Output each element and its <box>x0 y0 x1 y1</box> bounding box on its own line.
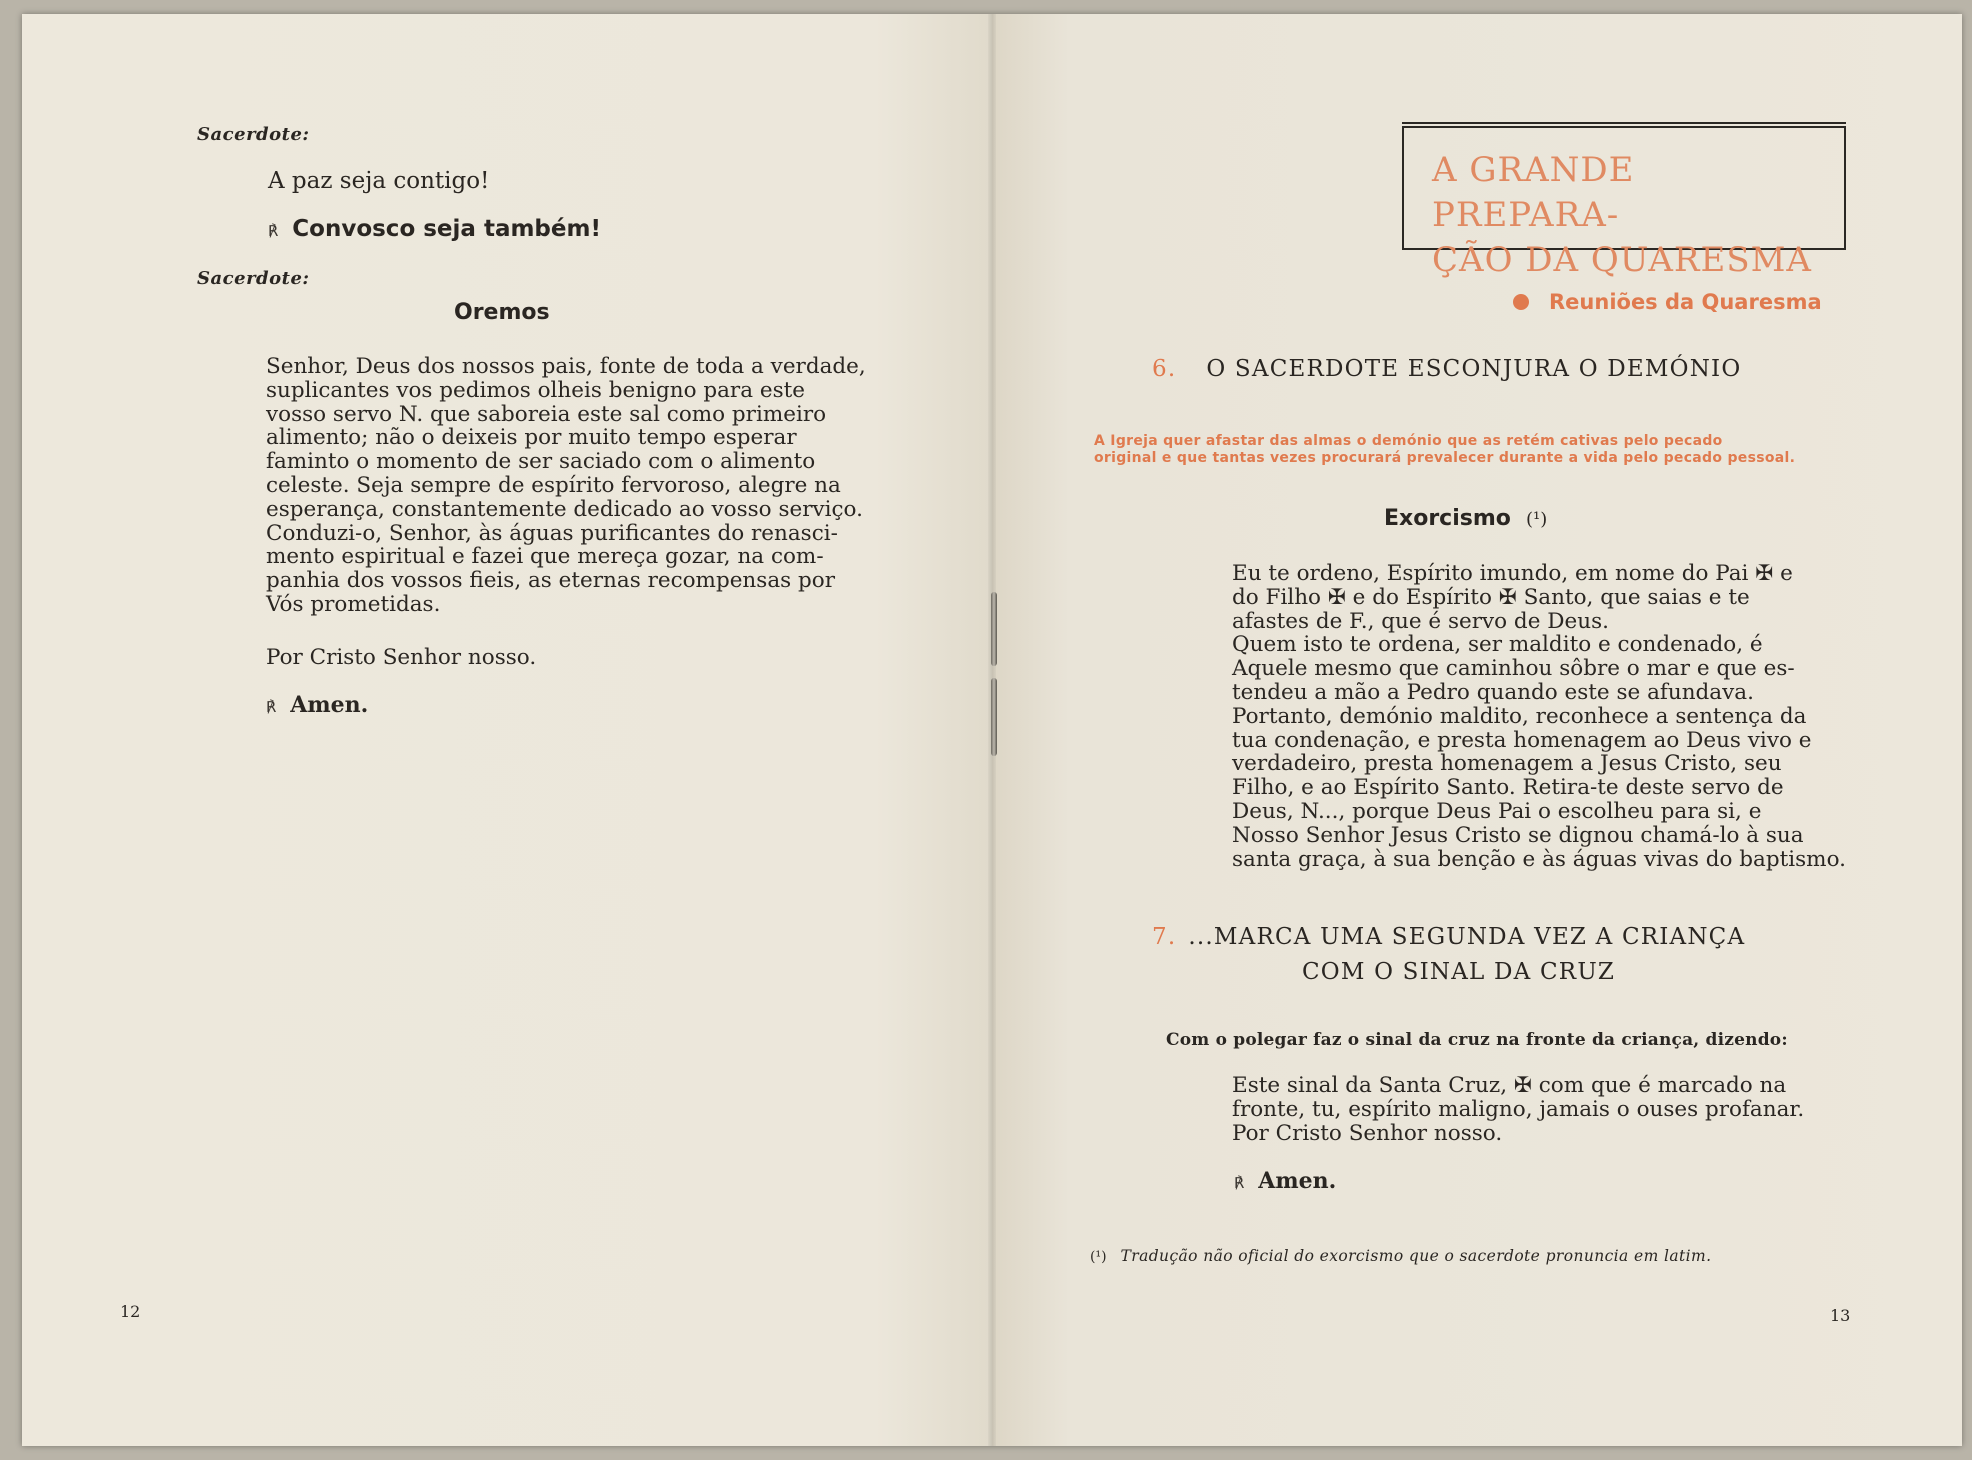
prayer-line: vosso servo N. que saboreia este sal como primeiro <box>266 401 827 427</box>
exorcism-line: Filho, e ao Espírito Santo. Retira-te deste servo de <box>1232 775 1784 801</box>
note-line: A Igreja quer afastar das almas o demónio que as retém cativas pelo pecado <box>1094 433 1723 449</box>
item-6-heading <box>1152 356 1741 382</box>
response-amen-right <box>1234 1168 1336 1194</box>
title-line: A GRANDE PREPARA- <box>1432 150 1635 235</box>
chapter-title-box <box>1402 126 1846 280</box>
sign-line: Por Cristo Senhor nosso. <box>1232 1120 1503 1146</box>
prayer-line: esperança, constantemente dedicado ao vosso serviço. <box>266 496 863 522</box>
oremos-heading: Oremos <box>454 300 550 325</box>
item-number: 7. <box>1152 924 1177 950</box>
response-text: Convosco seja também! <box>292 216 601 242</box>
exorcism-line: Portanto, demónio maldito, reconhece a sentença da <box>1232 703 1807 729</box>
exorcism-line: santa graça, à sua benção e às águas vivas do baptismo. <box>1232 846 1846 872</box>
exorcism-title: Exorcismo <box>1384 506 1511 531</box>
prayer-line: panhia dos vossos fieis, as eternas recompensas por <box>266 568 835 594</box>
page-number-left: 12 <box>120 1302 141 1321</box>
exorcism-line: Eu te ordeno, Espírito imundo, em nome do Pai ✠ e <box>1232 561 1793 586</box>
page-number-right: 13 <box>1830 1306 1851 1325</box>
bullet-dot-icon <box>1513 294 1529 310</box>
instruction-line: Com o polegar faz o sinal da cruz na fronte da criança, dizendo: <box>1166 1030 1788 1050</box>
exorcism-line: do Filho ✠ e do Espírito ✠ Santo, que saias e te <box>1232 584 1750 610</box>
exorcism-line: tua condenação, e presta homenagem ao Deus vivo e <box>1232 727 1812 753</box>
sign-line: Este sinal da Santa Cruz, ✠ com que é marcado na <box>1232 1073 1787 1098</box>
exorcism-paragraph <box>1232 562 1848 871</box>
exorcism-line: tendeu a mão a Pedro quando este se afundava. <box>1232 679 1754 705</box>
footnote-reference: (¹) <box>1526 509 1548 530</box>
exorcism-line: Deus, N..., porque Deus Pai o escolheu para si, e <box>1232 798 1762 824</box>
response-amen-left <box>266 692 368 718</box>
introductory-note <box>1094 433 1854 467</box>
staple-top <box>991 592 997 666</box>
exorcism-line: Aquele mesmo que caminhou sôbre o mar e que es- <box>1232 656 1795 682</box>
chapter-title <box>1432 148 1832 283</box>
speaker-label-2: Sacerdote: <box>197 268 310 289</box>
prayer-line: suplicantes vos pedimos olheis benigno para este <box>266 377 805 403</box>
prayer-line: mento espiritual e fazei que mereça gozar, na com- <box>266 544 824 570</box>
item-title: O SACERDOTE ESCONJURA O DEMÓNIO <box>1206 356 1742 382</box>
item-number: 6. <box>1152 356 1177 382</box>
item-7-heading <box>1152 924 1745 950</box>
sign-line: fronte, tu, espírito maligno, jamais o ouses profanar. <box>1232 1096 1805 1122</box>
section-label <box>1513 290 1822 314</box>
response-symbol: ℟ <box>268 222 279 240</box>
exorcism-line: afastes de F., que é servo de Deus. <box>1232 608 1609 634</box>
prayer-line: Vós prometidas. <box>266 591 441 617</box>
response-symbol: ℟ <box>266 698 277 716</box>
staple-bottom <box>991 678 997 756</box>
exorcism-line: Quem isto te ordena, ser maldito e condenado, é <box>1232 632 1763 658</box>
peace-line: A paz seja contigo! <box>268 168 490 194</box>
title-line: ÇÃO DA QUARESMA <box>1432 240 1812 280</box>
sign-paragraph <box>1232 1074 1848 1145</box>
footnote-text: Tradução não oficial do exorcismo que o sacerdote pronuncia em latim. <box>1120 1247 1712 1265</box>
prayer-line: Senhor, Deus dos nossos pais, fonte de toda a verdade, <box>266 354 866 379</box>
response-symbol: ℟ <box>1234 1174 1245 1192</box>
section-label-text: Reuniões da Quaresma <box>1549 290 1822 314</box>
exorcism-heading <box>1384 506 1547 531</box>
item-title: ...MARCA UMA SEGUNDA VEZ A CRIANÇA <box>1188 924 1746 950</box>
response-convosco <box>268 216 601 242</box>
footnote-mark: (¹) <box>1090 1249 1107 1265</box>
prayer-line: celeste. Seja sempre de espírito fervoroso, alegre na <box>266 472 841 498</box>
amen-text: Amen. <box>1258 1168 1337 1194</box>
prayer-line: faminto o momento de ser saciado com o alimento <box>266 449 816 475</box>
exorcism-line: Nosso Senhor Jesus Cristo se dignou chamá-lo à sua <box>1232 822 1804 848</box>
closing-line: Por Cristo Senhor nosso. <box>266 645 537 670</box>
title-box-rule <box>1402 122 1846 124</box>
exorcism-line: verdadeiro, presta homenagem a Jesus Cristo, seu <box>1232 751 1782 777</box>
speaker-label-1: Sacerdote: <box>197 124 310 145</box>
note-line: original e que tantas vezes procurará prevalecer durante a vida pelo pecado pessoal. <box>1094 450 1796 466</box>
amen-text: Amen. <box>290 692 369 718</box>
prayer-paragraph <box>266 355 882 617</box>
prayer-line: Conduzi-o, Senhor, às águas purificantes do renasci- <box>266 520 838 546</box>
footnote <box>1090 1246 1711 1265</box>
item-7-heading-line-2: COM O SINAL DA CRUZ <box>1302 959 1616 985</box>
prayer-line: alimento; não o deixeis por muito tempo esperar <box>266 425 797 451</box>
